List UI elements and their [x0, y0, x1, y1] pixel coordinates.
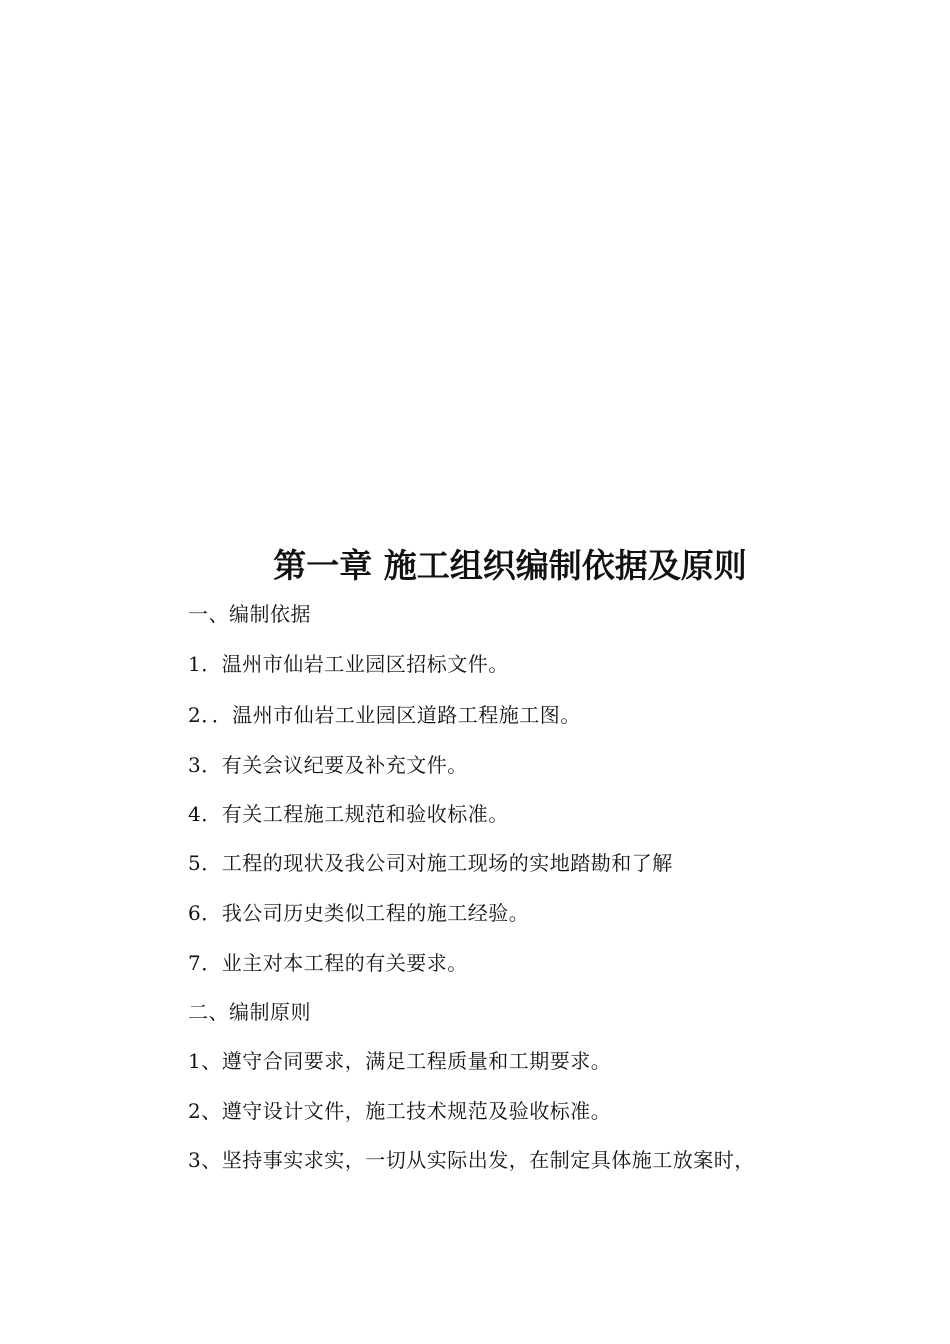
- principle-item-2: 2、遵守设计文件，施工技术规范及验收标准。: [188, 1099, 612, 1123]
- section-heading-basis: 一、编制依据: [188, 602, 311, 626]
- section-heading-principles: 二、编制原则: [188, 1000, 311, 1024]
- basis-item-6: 6．我公司历史类似工程的施工经验。: [188, 901, 530, 925]
- basis-item-5: 5．工程的现状及我公司对施工现场的实地踏勘和了解: [188, 851, 673, 875]
- basis-item-3: 3．有关会议纪要及补充文件。: [188, 753, 468, 777]
- basis-item-4: 4．有关工程施工规范和验收标准。: [188, 802, 509, 826]
- principle-item-3: 3、坚持事实求实，一切从实际出发，在制定具体施工放案时，: [188, 1148, 755, 1172]
- chapter-title: 第一章 施工组织编制依据及原则: [273, 546, 747, 585]
- basis-item-1: 1．温州市仙岩工业园区招标文件。: [188, 652, 509, 676]
- basis-item-2: 2．．温州市仙岩工业园区道路工程施工图。: [188, 703, 581, 727]
- principle-item-1: 1、遵守合同要求，满足工程质量和工期要求。: [188, 1049, 612, 1073]
- basis-item-7: 7．业主对本工程的有关要求。: [188, 951, 468, 975]
